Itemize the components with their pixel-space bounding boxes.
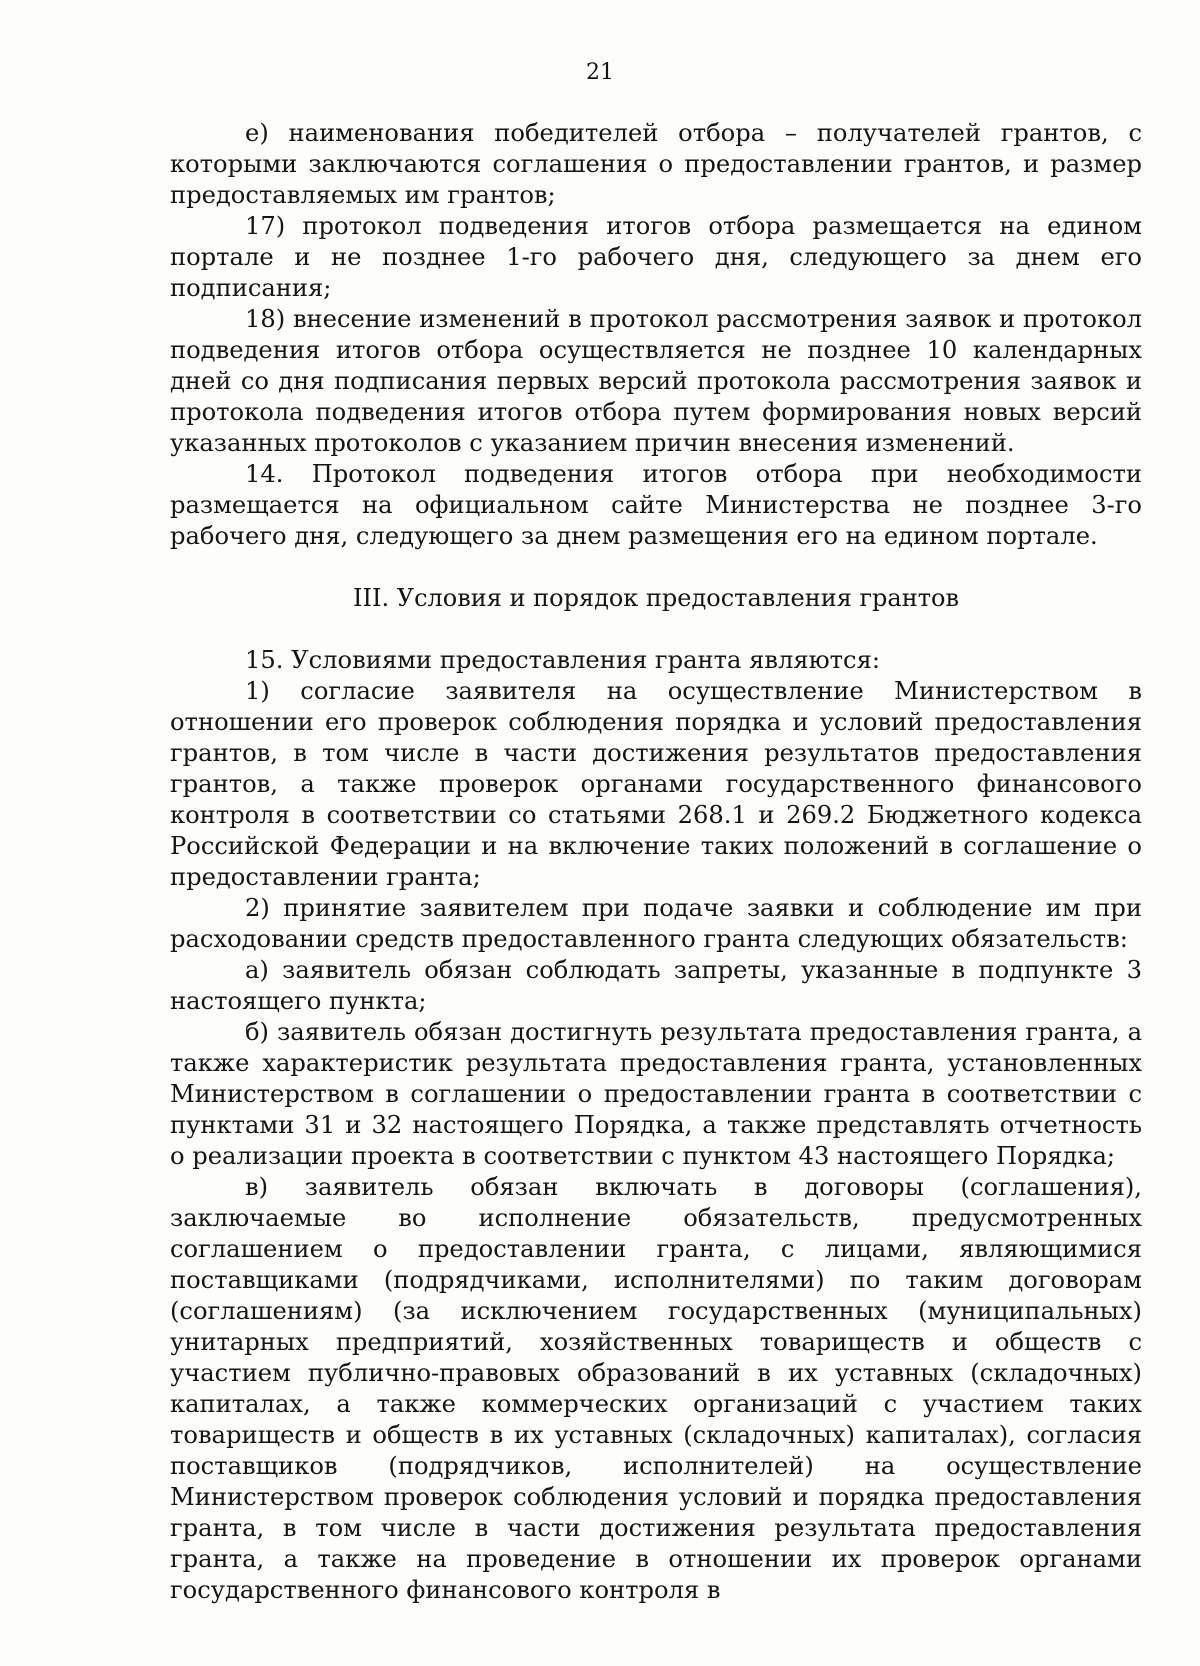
paragraph-15-2-a: а) заявитель обязан соблюдать запреты, указанные в подпункте 3 настоящего пункта; — [170, 956, 1142, 1015]
paragraph-14: 14. Протокол подведения итогов отбора при необходимости размещается на официальном сайте Министерства не позднее 3-го рабочего дня, следующего за днем размещения его на едином портале. — [170, 460, 1142, 550]
paragraph-item-e: е) наименования победителей отбора – получателей грантов, с которыми заключаются соглашения о предоставлении грантов, и размер предоставляемых им грантов; — [170, 119, 1142, 209]
paragraph-18: 18) внесение изменений в протокол рассмотрения заявок и протокол подведения итогов отбора осуществляется не позднее 10 календарных дней со дня подписания первых версий протокола рассмотрения заявок и протокола подведения итогов отбора путем формирования новых версий указанных протоколов с указанием причин внесения изменений. — [170, 305, 1142, 457]
paragraph-15-2: 2) принятие заявителем при подаче заявки и соблюдение им при расходовании средств предоставленного гранта следующих обязательств: — [170, 894, 1142, 953]
document-body — [170, 118, 1142, 1606]
paragraph-15: 15. Условиями предоставления гранта являются: — [245, 646, 881, 674]
page-number: 21 — [586, 60, 614, 85]
paragraph-17: 17) протокол подведения итогов отбора размещается на едином портале и не позднее 1-го рабочего дня, следующего за днем его подписания; — [170, 212, 1142, 302]
paragraph-15-2-v: в) заявитель обязан включать в договоры (соглашения), заключаемые во исполнение обязательств, предусмотренных соглашением о предоставлении гранта, с лицами, являющимися поставщиками (подрядчиками, исполнителями) по таким договорам (соглашениям) (за исключением государственных (муниципальных) унитарных предприятий, хозяйственных товариществ и обществ с участием публично-правовых образований в их уставных (складочных) капиталах, а также коммерческих организаций с участием таких товариществ и обществ в их уставных (складочных) капиталах), согласия поставщиков (подрядчиков, исполнителей) на осуществление Министерством проверок соблюдения условий и порядка предоставления гранта, в том числе в части достижения результата предоставления гранта, а также на проведение в отношении их проверок органами государственного финансового контроля в — [170, 1173, 1142, 1604]
section-heading: III. Условия и порядок предоставления грантов — [353, 584, 959, 612]
paragraph-15-1: 1) согласие заявителя на осуществление Министерством в отношении его проверок соблюдения порядка и условий предоставления грантов, в том числе в части достижения результатов предоставления грантов, а также проверок органами государственного финансового контроля в соответствии со статьями 268.1 и 269.2 Бюджетного кодекса Российской Федерации и на включение таких положений в соглашение о предоставлении гранта; — [170, 677, 1142, 891]
paragraph-15-2-b: б) заявитель обязан достигнуть результата предоставления гранта, а также характеристик результата предоставления гранта, установленных Министерством в соглашении о предоставлении гранта в соответствии с пунктами 31 и 32 настоящего Порядка, а также представлять отчетность о реализации проекта в соответствии с пунктом 43 настоящего Порядка; — [170, 1018, 1142, 1170]
